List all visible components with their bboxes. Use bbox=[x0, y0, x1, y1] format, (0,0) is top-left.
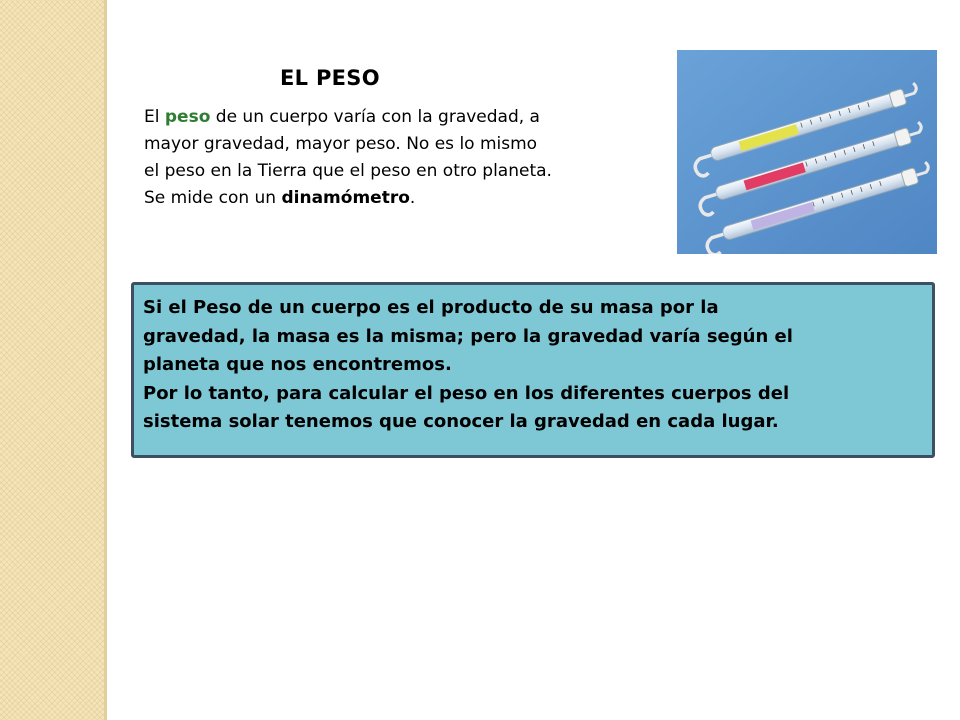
note-line-4: Por lo tanto, para calcular el peso en los diferentes cuerpos del bbox=[143, 382, 790, 404]
intro-line-4 bbox=[144, 185, 684, 212]
highlight-peso: peso bbox=[164, 107, 211, 127]
intro-line-4-post: . bbox=[409, 188, 416, 208]
intro-line-3: el peso en la Tierra que el peso en otro planeta. bbox=[144, 161, 552, 181]
highlight-dinamometro: dinamómetro bbox=[281, 188, 410, 208]
slide-title: EL PESO bbox=[280, 66, 380, 90]
note-line-1: Si el Peso de un cuerpo es el producto de su masa por la bbox=[143, 297, 719, 318]
gravity-note-text bbox=[143, 294, 933, 437]
note-line-2: gravedad, la masa es la misma; pero la gravedad varía según el bbox=[143, 325, 793, 347]
intro-paragraph bbox=[144, 104, 684, 212]
intro-line-1 bbox=[144, 104, 684, 131]
note-line-3: planeta que nos encontremos. bbox=[143, 354, 452, 375]
intro-line-2: mayor gravedad, mayor peso. No es lo mismo bbox=[144, 134, 538, 154]
intro-line-4-pre: Se mide con un bbox=[144, 188, 282, 208]
intro-line-1-post: de un cuerpo varía con la gravedad, a bbox=[210, 107, 540, 127]
note-line-5: sistema solar tenemos que conocer la gravedad en cada lugar. bbox=[143, 411, 779, 432]
dynamometers-photo bbox=[677, 50, 937, 254]
decorative-sidebar bbox=[0, 0, 104, 720]
sidebar-edge bbox=[104, 0, 107, 720]
intro-line-1-pre: El bbox=[144, 107, 165, 127]
